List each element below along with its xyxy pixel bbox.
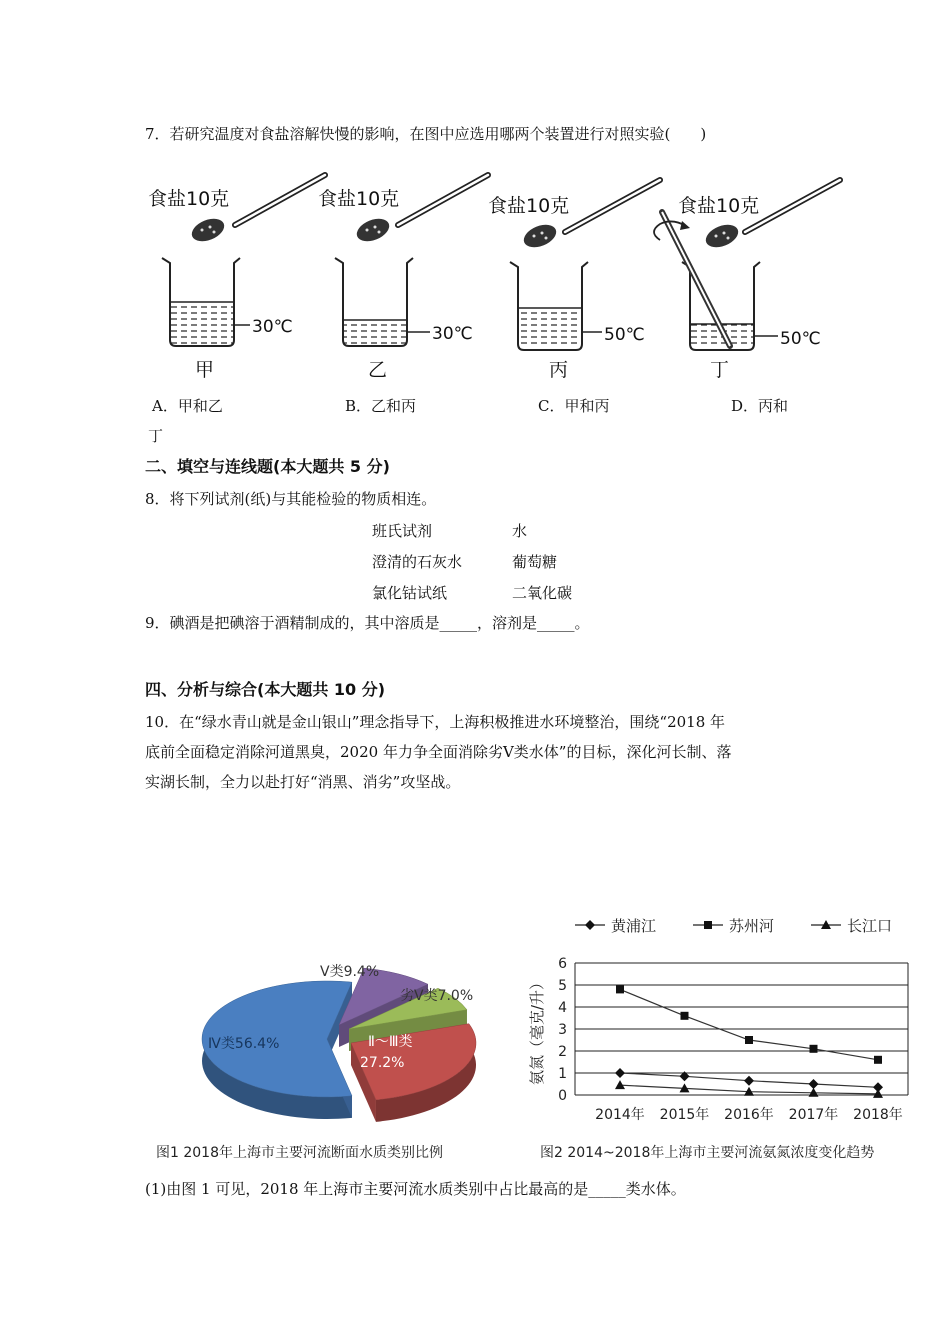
pie-label-iv: Ⅳ类56.4%	[208, 1036, 280, 1052]
y-tick-label: 6	[558, 956, 567, 972]
q7-stem: 7．若研究温度对食盐溶解快慢的影响，在图中应选用哪两个装置进行对照实验( )	[145, 125, 707, 143]
q8-left-item[interactable]: 氯化钴试纸	[372, 584, 448, 602]
data-point	[810, 1045, 818, 1053]
spoon-icon	[353, 175, 488, 246]
y-tick-label: 0	[558, 1088, 567, 1104]
setup-name: 丙	[549, 359, 569, 381]
pie-label-v: Ⅴ类9.4%	[320, 964, 380, 980]
q8-left-item[interactable]: 澄清的石灰水	[372, 553, 463, 571]
salt-label: 食盐10克	[148, 188, 230, 210]
x-tick-label: 2015年	[659, 1107, 710, 1123]
q7-option-d-wrap: 丁	[148, 427, 164, 445]
data-point	[585, 920, 595, 930]
q7-option-c[interactable]: C．甲和丙	[538, 397, 610, 415]
setup-bing	[488, 180, 660, 381]
temp-label: 30℃	[252, 317, 293, 337]
pie-label-worse-v: 劣Ⅴ类7.0%	[400, 988, 474, 1004]
q7-option-b[interactable]: B．乙和丙	[345, 397, 417, 415]
legend-label: 黄浦江	[611, 917, 657, 935]
figure2-caption: 图2 2014~2018年上海市主要河流氨氮浓度变化趋势	[540, 1145, 875, 1161]
spoon-icon	[188, 175, 325, 246]
q8-stem: 8．将下列试剂(纸)与其能检验的物质相连。	[145, 490, 437, 508]
data-point	[681, 1012, 689, 1020]
q9-stem: 9．碘酒是把碘溶于酒精制成的，其中溶质是_____，溶剂是_____。	[145, 614, 590, 632]
figure2-line-chart	[520, 905, 920, 1165]
salt-label: 食盐10克	[318, 188, 400, 210]
figure1-pie-chart	[150, 950, 520, 1165]
temp-label: 30℃	[432, 324, 473, 344]
data-point	[704, 921, 712, 929]
section2-heading: 二、填空与连线题(本大题共 5 分)	[145, 457, 390, 476]
beaker-icon	[510, 262, 602, 350]
data-point	[744, 1076, 754, 1086]
q8-left-item[interactable]: 班氏试剂	[372, 522, 433, 540]
data-point	[745, 1036, 753, 1044]
q7-option-a[interactable]: A．甲和乙	[152, 397, 223, 415]
setup-jia	[148, 175, 325, 381]
y-tick-label: 3	[558, 1022, 567, 1038]
y-tick-label: 5	[558, 978, 567, 994]
setup-yi	[318, 175, 488, 381]
q7-option-d[interactable]: D．丙和	[731, 397, 789, 415]
legend-label: 长江口	[847, 917, 893, 935]
q10-line: 10．在“绿水青山就是金山银山”理念指导下，上海积极推进水环境整治，围绕“2018 年	[145, 713, 726, 731]
beaker-icon	[162, 258, 250, 346]
y-axis-label: 氨氮（毫克/升）	[528, 974, 546, 1086]
x-tick-label: 2018年	[853, 1107, 903, 1123]
y-tick-label: 2	[558, 1044, 567, 1060]
setup-ding	[654, 180, 840, 381]
y-tick-label: 1	[558, 1066, 567, 1082]
setup-name: 丁	[710, 359, 730, 381]
pie-label-ii-iii-value: 27.2%	[360, 1055, 405, 1071]
q7-apparatus-figure	[140, 160, 860, 390]
x-tick-label: 2017年	[788, 1107, 839, 1123]
q8-right-item[interactable]: 葡萄糖	[512, 553, 558, 571]
section4-heading: 四、分析与综合(本大题共 10 分)	[145, 680, 386, 699]
legend-label: 苏州河	[729, 917, 775, 935]
series-line-苏州河	[620, 989, 878, 1059]
x-tick-label: 2016年	[724, 1107, 774, 1123]
setup-name: 乙	[368, 359, 388, 381]
data-point	[616, 985, 624, 993]
data-point	[809, 1079, 819, 1089]
q10-line: 底前全面稳定消除河道黑臭，2020 年力争全面消除劣Ⅴ类水体”的目标，深化河长制、落	[145, 743, 732, 761]
beaker-icon	[335, 258, 430, 346]
temp-label: 50℃	[780, 329, 821, 349]
data-point	[615, 1080, 625, 1089]
q8-right-item[interactable]: 水	[512, 522, 528, 540]
salt-label: 食盐10克	[678, 195, 760, 217]
salt-label: 食盐10克	[488, 195, 570, 217]
data-point	[615, 1068, 625, 1078]
q8-right-item[interactable]: 二氧化碳	[512, 584, 573, 602]
figure1-caption: 图1 2018年上海市主要河流断面水质类别比例	[156, 1145, 443, 1161]
x-tick-label: 2014年	[595, 1107, 645, 1123]
q10-sub1: (1)由图 1 可见，2018 年上海市主要河流水质类别中占比最高的是_____类水体。	[145, 1180, 686, 1198]
q10-line: 实湖长制，全力以赴打好“消黑、消劣”攻坚战。	[145, 773, 461, 791]
data-point	[874, 1056, 882, 1064]
setup-name: 甲	[195, 359, 215, 381]
y-tick-label: 4	[558, 1000, 567, 1016]
temp-label: 50℃	[604, 325, 645, 345]
pie-label-ii-iii: Ⅱ～Ⅲ类	[368, 1034, 413, 1050]
